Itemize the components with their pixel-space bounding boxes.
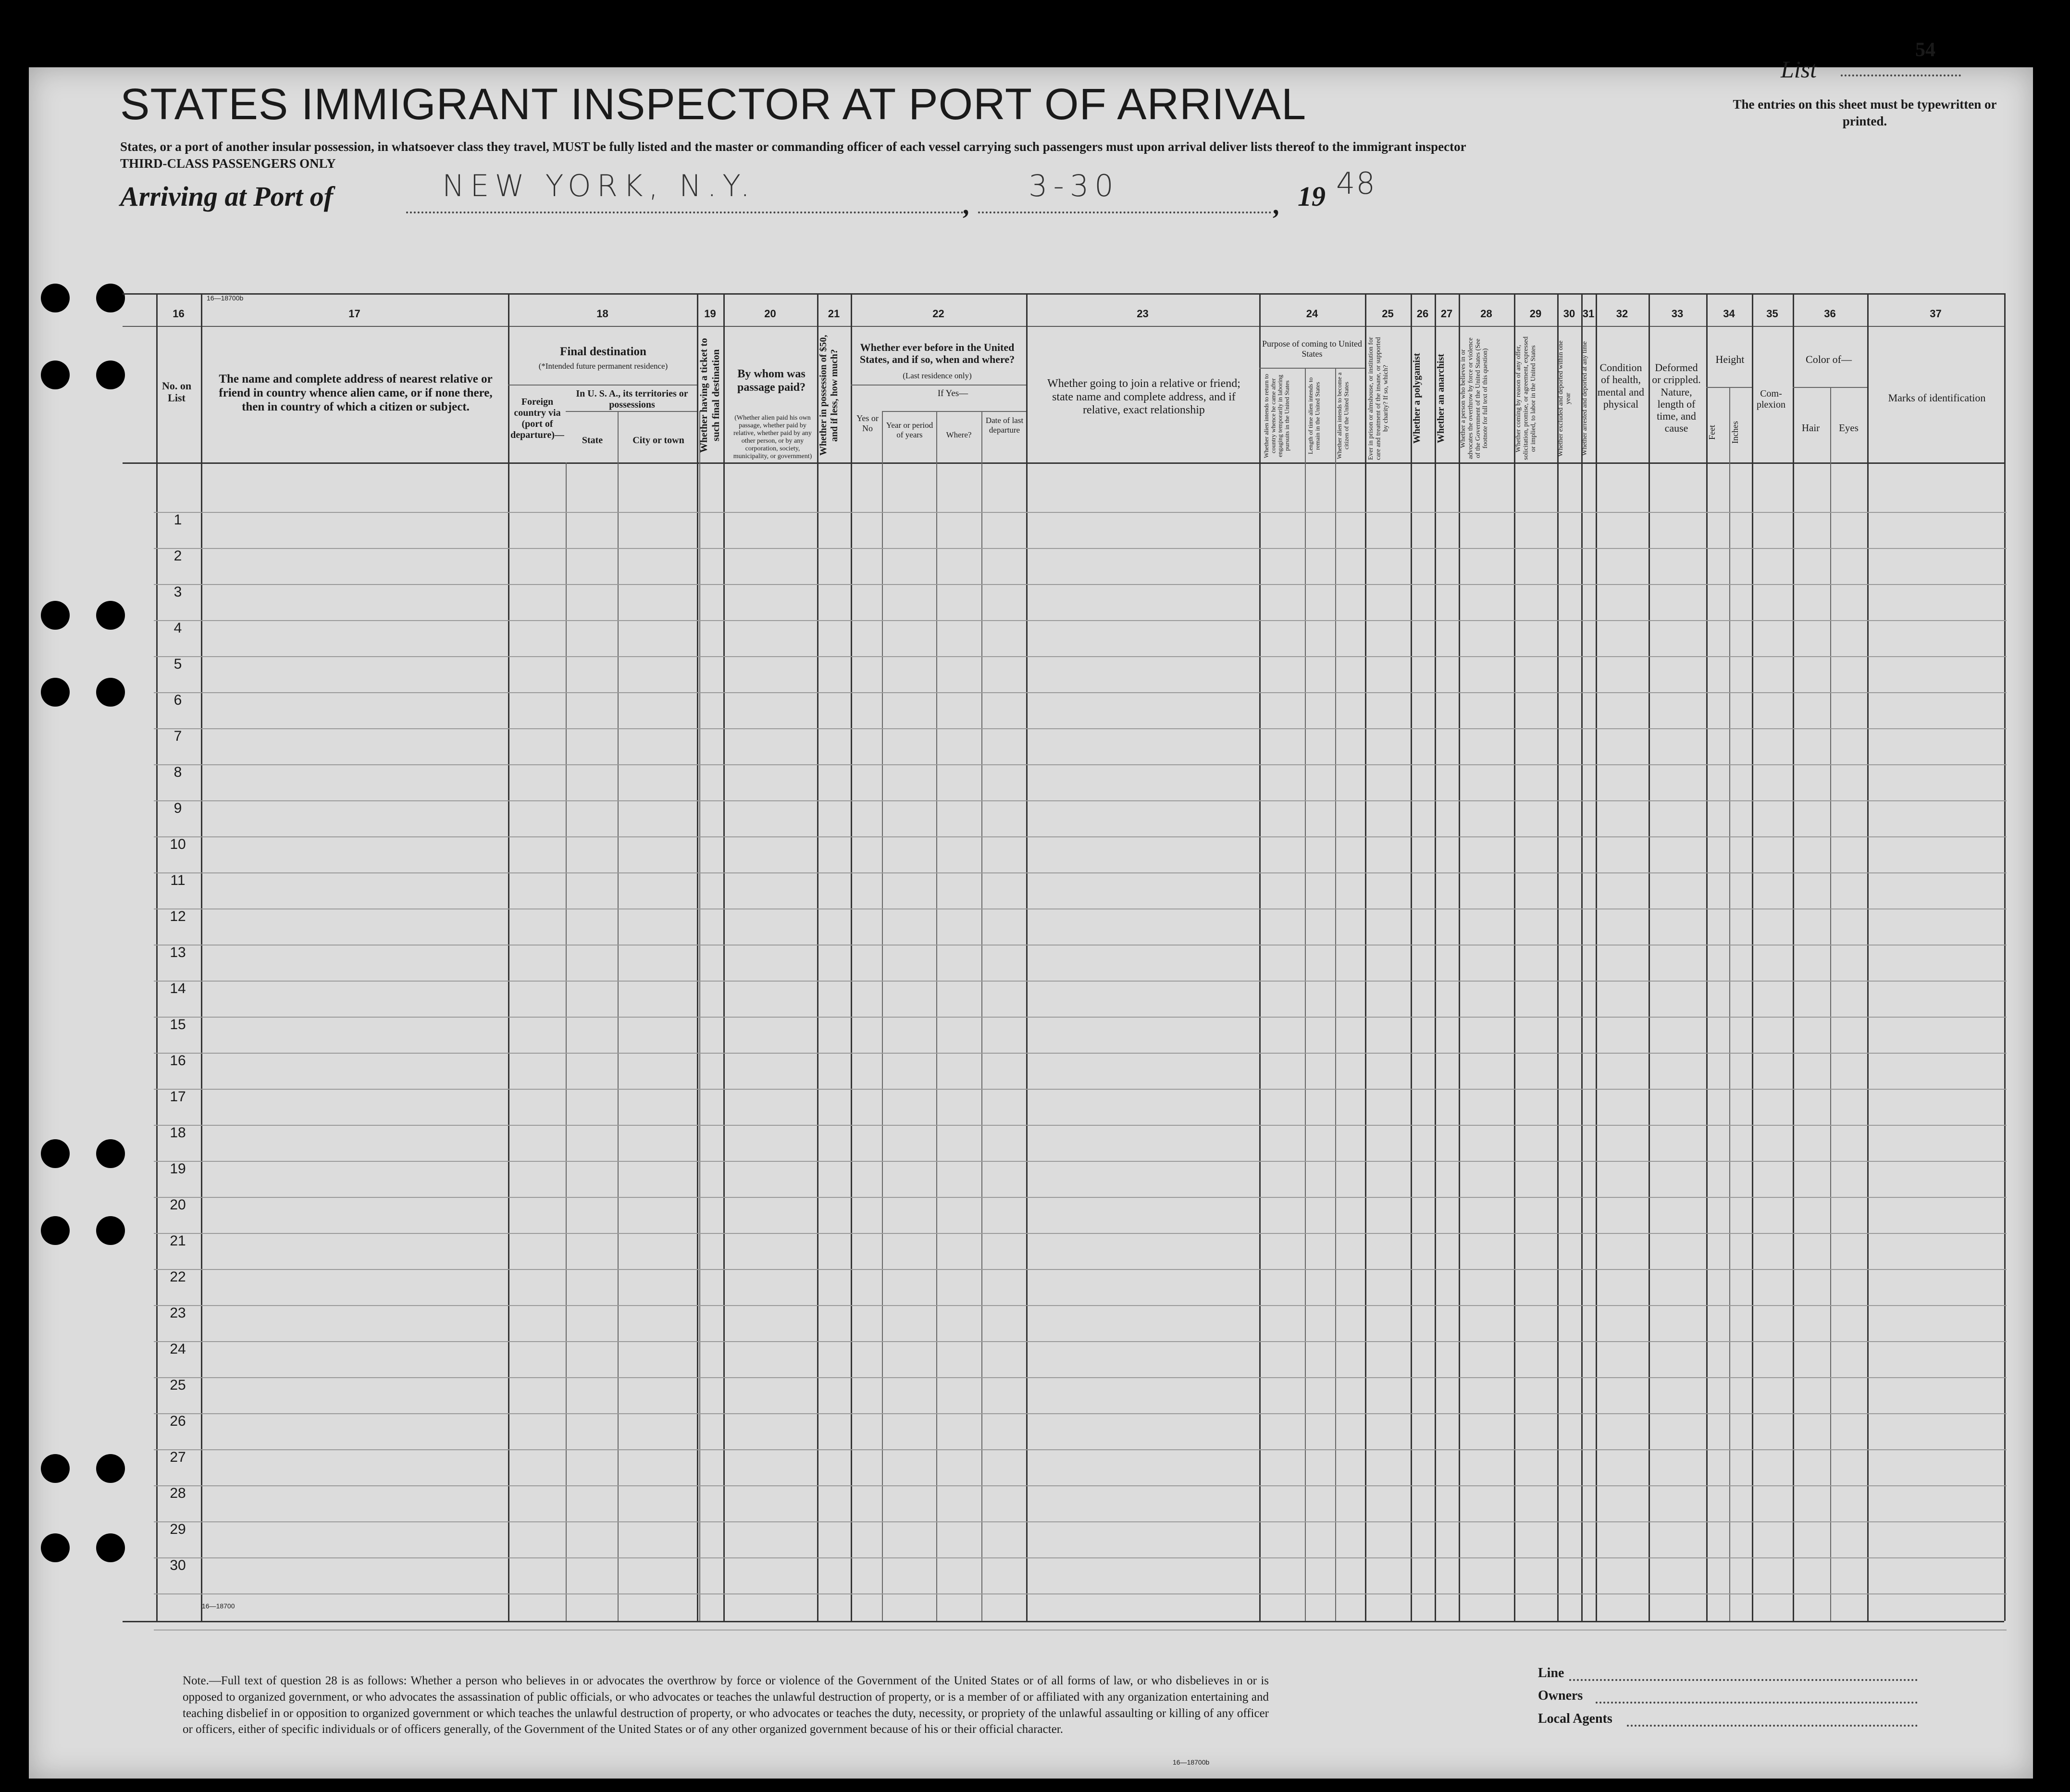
row-number: 19 [170,1161,186,1177]
row-number: 17 [170,1089,186,1105]
column-rule [1752,293,1753,1621]
owners-blank [1596,1700,1918,1704]
comma-1: , [964,190,970,220]
column-number: 26 [1416,308,1429,320]
row-number: 10 [170,836,186,852]
date-line [978,212,1271,213]
ruled-line [154,945,2007,946]
list-number-line [1841,75,1961,76]
col22-yesno: Yes or No [856,413,879,433]
row-number: 18 [170,1125,186,1141]
column-number: 22 [932,308,944,320]
column-number: 37 [1930,308,1942,320]
ruled-line [154,1449,2007,1450]
column-rule [697,293,698,1621]
column-rule [201,293,202,1621]
port-line [406,212,964,213]
punch-hole [96,678,125,707]
sub-column-rule [936,411,937,1621]
ruled-line [154,692,2007,693]
year-prefix: 19 [1298,181,1326,212]
row-number: 9 [174,800,182,816]
owners-label: Owners [1538,1688,1583,1703]
ruled-line [154,1377,2007,1378]
col27-header: Whether an anarchist [1436,354,1446,443]
row-number: 24 [170,1341,186,1357]
comma-2: , [1274,190,1280,220]
line-blank [1569,1678,1918,1681]
sub-column-rule [1305,368,1306,1621]
column-number: 16 [173,308,185,320]
punch-hole [96,284,125,312]
ruled-line [154,512,2007,513]
punch-hole [41,1216,70,1245]
ruled-line [154,728,2007,729]
column-number: 25 [1382,308,1394,320]
col24-c: Whether alien intends to become a citizen of the United States [1336,372,1350,460]
col36-title: Color of— [1806,353,1852,365]
punch-hole [96,1139,125,1168]
ruled-line [154,1521,2007,1522]
col18-state: State [582,435,603,446]
col24-a: Whether alien intends to return to country whence he came after engaging temporarily in laboring pursuits in the United States [1263,373,1290,458]
form-code-note: 16—18700b [1173,1758,1210,1766]
colnum-rule [123,326,2004,327]
ruled-line [154,1269,2007,1270]
row-number: 16 [170,1053,186,1069]
col31-header: Whether arrested and deported at any time [1581,341,1588,456]
column-rule [1459,293,1460,1621]
col30-header: Whether excluded and deported within one year [1557,340,1572,457]
col34-inches: Inches [1730,421,1740,444]
col22-note: (Last residence only) [903,371,972,380]
column-number: 27 [1440,308,1453,320]
ruled-line [154,1161,2007,1162]
sub-column-rule [1830,387,1831,1621]
row-number: 26 [170,1413,186,1429]
form-code-top: 16—18700b [207,294,244,302]
column-number: 23 [1137,308,1149,320]
column-rule [1557,293,1559,1621]
row-number: 20 [170,1197,186,1213]
row-number: 30 [170,1557,186,1573]
entries-note: The entries on this sheet must be typewritten or printed. [1733,97,1997,129]
column-rule [1259,293,1261,1621]
col29-header: Whether coming by reason of any offer, solicitation, promise, or agreement, expressed or implied, to labor in the United States [1515,336,1537,460]
agents-label: Local Agents [1538,1711,1612,1726]
ruled-line [154,620,2007,621]
column-number: 28 [1480,308,1492,320]
column-rule [1435,293,1436,1621]
col19-header: Whether having a ticket to such final destination [698,338,721,453]
ruled-line [154,1125,2007,1126]
col36-hair: Hair [1801,422,1820,434]
column-rule [1867,293,1869,1621]
column-rule [156,293,158,1621]
col16-header: No. on List [161,380,192,404]
column-number: 31 [1582,308,1595,320]
subheader-rule [566,411,697,412]
ruled-line [154,800,2007,801]
punch-hole [96,1454,125,1483]
col22-where: Where? [946,430,972,439]
col20-title: By whom was passage paid? [737,368,806,394]
list-number: 54 [1915,39,1935,61]
ruled-line [154,1341,2007,1342]
column-number: 30 [1563,308,1575,320]
col34-feet: Feet [1707,425,1717,440]
ruled-line [154,1053,2007,1054]
punch-hole [41,1454,70,1483]
row-number: 7 [174,728,182,744]
form-subtitle: States, or a port of another insular possession, in whatsoever class they travel, MUST be fully listed and the master or commanding officer of each vessel carrying such passengers must upon arrival deliver lists thereof to the immigrant inspector [120,139,1466,154]
column-rule [1365,293,1366,1621]
sub-column-rule [699,411,700,1621]
column-number: 21 [828,308,840,320]
agents-blank [1627,1723,1918,1727]
punch-hole [96,361,125,389]
ruled-line [154,1197,2007,1198]
col22-date: Date of last departure [985,416,1024,435]
column-number: 32 [1616,308,1628,320]
subheader-rule [1793,387,1867,388]
ruled-line [154,981,2007,982]
subheader-rule [508,385,697,386]
sub-column-rule [882,411,883,1621]
row-number: 28 [170,1485,186,1501]
row-number: 25 [170,1377,186,1393]
column-rule [1581,293,1583,1621]
table-bottom-rule [123,1621,2004,1622]
ruled-line [154,872,2007,873]
column-number: 29 [1529,308,1542,320]
column-rule [2004,293,2006,1621]
col34-title: Height [1715,353,1745,365]
row-number: 6 [174,692,182,708]
punch-hole [96,1533,125,1562]
sub-column-rule [618,411,619,1621]
row-number: 29 [170,1521,186,1537]
row-number: 11 [170,872,186,888]
ruled-line [154,1089,2007,1090]
col32-header: Condition of health, mental and physical [1597,361,1645,410]
col23-header: Whether going to join a relative or friend; state name and complete address, and if relative, exact relationship [1047,377,1240,417]
col24-b: Length of time alien intends to remain in the United States [1307,377,1321,454]
ruled-line [154,584,2007,585]
column-rule [817,293,818,1621]
sub-column-rule [1335,368,1336,1621]
list-label: List [1781,56,1817,83]
row-number: 21 [170,1233,186,1249]
row-number: 8 [174,764,182,780]
punch-hole [41,601,70,630]
column-rule [851,293,852,1621]
ruled-line [154,836,2007,837]
row-number: 22 [170,1269,186,1285]
col22-title: Whether ever before in the United States, and if so, when and where? [859,341,1015,366]
column-number: 35 [1766,308,1778,320]
row-number: 14 [170,981,186,996]
column-rule [1793,293,1794,1621]
column-number: 18 [596,308,608,320]
ruled-line [154,1557,2007,1558]
subheader-rule [851,385,1026,386]
class-line: THIRD-CLASS PASSENGERS ONLY [120,156,336,171]
year-handwritten: 48 [1336,166,1376,201]
row-number: 4 [174,620,182,636]
punch-hole [41,361,70,389]
col28-header: Whether a person who believes in or advocates the overthrow by force or violence of the Government of the United States (See footnote for full text of this question) [1460,337,1489,460]
column-number: 17 [348,308,360,320]
column-rule [1649,293,1650,1621]
ruled-line [154,764,2007,765]
table-top-rule [123,293,2004,295]
col18-foreign: Foreign country via (port of departure)— [510,397,564,440]
punch-hole [41,678,70,707]
col18-city: City or town [632,435,684,446]
header-bottom-rule [123,462,2004,464]
col22-ifyes: If Yes— [937,388,968,398]
date-handwritten: 3-30 [1029,168,1119,203]
column-rule [1411,293,1412,1621]
column-number: 34 [1723,308,1735,320]
column-number: 24 [1306,308,1318,320]
arriving-label: Arriving at Port of [120,181,334,212]
ruled-line [154,656,2007,657]
column-rule [1706,293,1708,1621]
footnote-q28: Note.—Full text of question 28 is as follows: Whether a person who believes in or advocates the overthrow by force or violence of the Government of the United States or of all forms of law, or who disbelieves in or is opposed to organized government, or who advocates the assassination of public officials, or who advocates or teaches the unlawful destruction of property, or is a member of or affiliated with any organization entertaining and teaching disbelief in or opposition to organized government or which teaches the unlawful destruction of property, or who advocates or teaches the duty, necessity, or propriety of the unlawful assaulting or killing of any officer or officers, either of specific individuals or of officers generally, of the Government of the United States or of any other organized government because of his or their official character. [183,1674,1269,1736]
form-title: STATES IMMIGRANT INSPECTOR AT PORT OF ARRIVAL [120,80,1307,129]
ruled-line [154,908,2007,909]
col22-year: Year or period of years [886,421,933,439]
line-label: Line [1538,1666,1564,1680]
col25-header: Ever in prison or almshouse, or institution for care and treatment of the insane, or supported by charity? If so, which? [1367,337,1389,460]
col33-header: Deformed or crippled. Nature, length of time, and cause [1652,361,1701,435]
column-rule [1514,293,1515,1621]
column-number: 36 [1824,308,1836,320]
col24-title: Purpose of coming to United States [1262,339,1362,359]
col21-header: Whether in possession of $50, and if less, how much? [818,335,840,456]
sub-column-rule [1729,387,1730,1621]
col18-title: Final destination [560,345,646,358]
column-number: 19 [704,308,716,320]
col37-header: Marks of identification [1888,392,1986,404]
row-number: 1 [174,512,182,528]
column-rule [1596,293,1597,1621]
row-number: 5 [174,656,182,672]
punch-hole [96,1216,125,1245]
ruled-line [154,1305,2007,1306]
row-number: 12 [170,908,186,924]
ruled-line [154,1593,2007,1594]
punch-hole [96,601,125,630]
column-rule [508,293,509,1621]
port-handwritten: NEW YORK, N.Y. [442,168,756,203]
column-number: 33 [1671,308,1684,320]
sub-column-rule [981,411,982,1621]
sub-column-rule [566,462,567,1621]
ruled-line [154,1413,2007,1414]
punch-hole [41,1533,70,1562]
row-number: 23 [170,1305,186,1321]
subheader-rule [1706,387,1752,388]
col18-usa: In U. S. A., its territories or possessions [576,388,688,410]
col20-note: (Whether alien paid his own passage, whether paid by relative, whether paid by any other person, or by any corporation, society, municipality, or government) [733,414,812,460]
col26-header: Whether a polygamist [1412,353,1422,444]
ruled-line [154,1485,2007,1486]
row-number: 27 [170,1449,186,1465]
row-number: 2 [174,548,182,564]
punch-hole [41,1139,70,1168]
col35-header: Com-plexion [1757,388,1785,410]
form-code-bottom: 16—18700 [202,1602,235,1610]
col36-eyes: Eyes [1839,422,1859,434]
col17-header: The name and complete address of nearest relative or friend in country whence alien came, or if none there, then in country of which a citizen or subject. [219,373,493,413]
column-rule [1026,293,1028,1621]
ruled-line [154,1233,2007,1234]
column-number: 20 [764,308,776,320]
col18-note: (*Intended future permanent residence) [538,361,668,371]
subheader-rule [1259,368,1365,369]
subheader-rule [882,411,1026,412]
ruled-line [154,548,2007,549]
punch-hole [41,284,70,312]
row-number: 15 [170,1017,186,1033]
ruled-line [154,1017,2007,1018]
row-number: 13 [170,945,186,960]
column-rule [723,293,725,1621]
row-number: 3 [174,584,182,600]
